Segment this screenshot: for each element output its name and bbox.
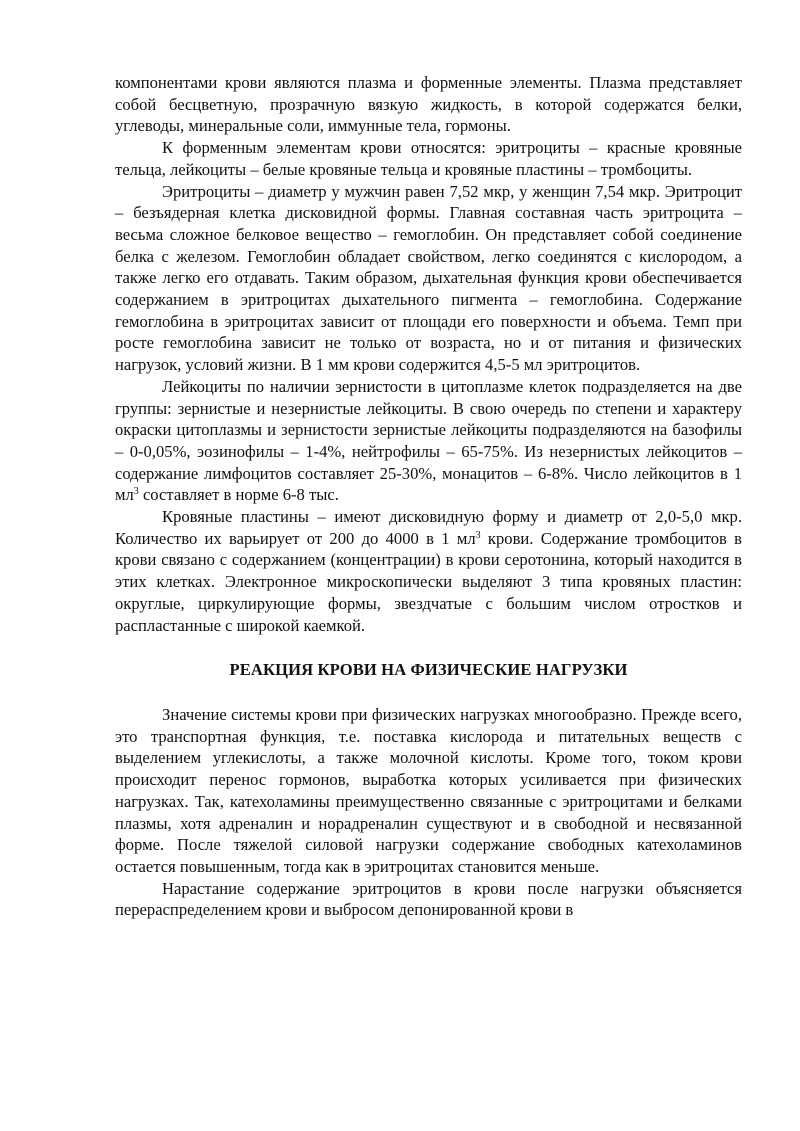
paragraph-erythrocytes: Эритроциты – диаметр у мужчин равен 7,52 мкр, у женщин 7,54 мкр. Эритроцит – безъядерная клетка дисковидной формы. Главная составная часть эритроцита – весьма сложное белковое вещество – гемоглобин. Он представляет собой соединение белка с железом. Гемоглобин обладает свойством, легко соединятся с кислородом, а также легко его отдавать. Таким образом, дыхательная функция крови обеспечивается содержанием в эритроцитах дыхательного пигмента – гемоглобина. Содержание гемоглобина в эритроцитах зависит от площади его поверхности и объема. Темп при росте гемоглобина зависит не только от возраста, но и от питания и физических нагрузок, условий жизни. В 1 мм крови содержится 4,5-5 мл эритроцитов. — [115, 181, 742, 375]
leukocytes-text-a: Лейкоциты по наличии зернистости в цитоплазме клеток подразделяется на две группы: зернистые и незернистые лейкоциты. В свою очередь по степени и характеру окраски цитоплазмы и зернистости зернистые лейкоциты подразделяются на базофилы – 0-0,05%, эозинофилы – 1-4%, нейтрофилы – 65-75%. Из незернистых лейкоцитов – содержание лимфоцитов составляет 25-30%, монацитов – 6-8%. Число лейкоцитов в 1 мл — [115, 376, 742, 505]
platelets-text-a: Кровяные пластины – имеют дисковидную форму и диаметр от 2,0-5,0 мкр. Количество их варьирует от 200 до 4000 в 1 мл — [115, 507, 742, 548]
paragraph-platelets — [115, 506, 742, 636]
paragraph-leukocytes — [115, 376, 742, 506]
document-page — [115, 72, 742, 921]
platelets-text-b: крови. Содержание тромбоцитов в крови связано с содержанием (концентрации) в крови серотонина, который находится в этих клетках. Электронное микроскопически выделяют 3 типа кровяных пластин: округлые, циркулирующие формы, звездчатые с большим числом отростков и распластанные с широкой каемкой. — [115, 528, 742, 635]
section-heading: РЕАКЦИЯ КРОВИ НА ФИЗИЧЕСКИЕ НАГРУЗКИ — [229, 660, 628, 680]
leukocytes-superscript: 3 — [133, 486, 139, 498]
paragraph-blood-system-load: Значение системы крови при физических нагрузках многообразно. Прежде всего, это транспортная функция, т.е. поставка кислорода и питательных веществ с выделением углекислоты, а также молочной кислоты. Кроме того, током крови происходит перенос гормонов, выработка которых усиливается при физических нагрузках. Так, катехоламины преимущественно связанные с эритроцитами и белками плазмы, хотя адреналин и норадреналин существуют и в свободной и несвязанной форме. После тяжелой силовой нагрузки содержание свободных катехоламинов остается повышенным, тогда как в эритроцитах становится меньше. — [115, 704, 742, 876]
leukocytes-text-b: составляет в норме 6-8 тыс. — [138, 485, 339, 505]
paragraph-erythrocyte-increase: Нарастание содержание эритроцитов в крови после нагрузки объясняется перераспределением крови и выбросом депонированной крови в — [115, 878, 742, 920]
paragraph-formed-elements: К форменным элементам крови относятся: эритроциты – красные кровяные тельца, лейкоциты – белые кровяные тельца и кровяные пластины – тромбоциты. — [115, 138, 742, 179]
paragraph-plasma: компонентами крови являются плазма и форменные элементы. Плазма представляет собой бесцветную, прозрачную вязкую жидкость, в которой содержатся белки, углеводы, минеральные соли, иммунные тела, гормоны. — [115, 73, 742, 136]
platelets-superscript: 3 — [475, 529, 481, 541]
